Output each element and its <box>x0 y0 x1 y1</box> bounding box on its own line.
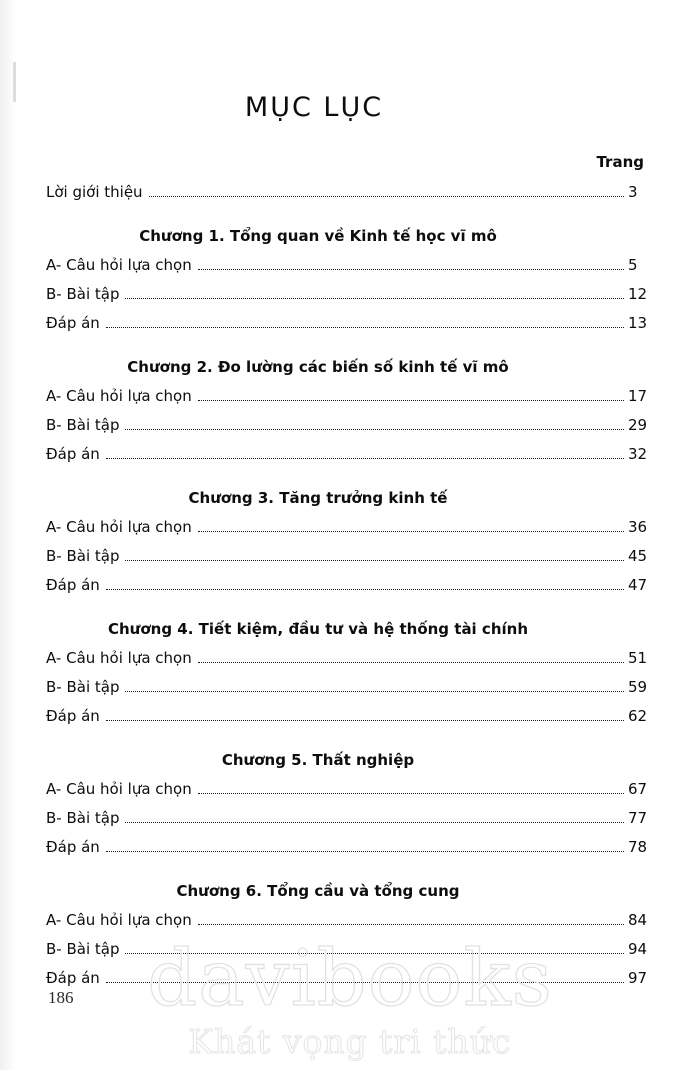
toc-entry-page: 47 <box>628 576 648 594</box>
toc-entry-page: 62 <box>628 707 648 725</box>
toc-entry-page-wrap <box>628 256 654 274</box>
toc-entry-page: 3 <box>628 183 638 201</box>
toc-entry-page: 78 <box>628 838 648 856</box>
toc-entry <box>46 416 654 434</box>
page-title: MỤC LỤC <box>244 92 384 123</box>
toc-entry-label: A- Câu hỏi lựa chọn <box>46 911 192 929</box>
leader-dots <box>106 458 624 459</box>
leader-dots <box>125 953 624 954</box>
scan-artifact-mark <box>13 62 16 102</box>
toc-entry-page-wrap <box>628 547 654 565</box>
toc-entry-label: B- Bài tập <box>46 678 120 696</box>
toc-entry-page: 77 <box>628 809 648 827</box>
scan-edge-shadow <box>0 0 16 1070</box>
toc-entry <box>46 547 654 565</box>
toc-entry-page-wrap <box>628 707 654 725</box>
watermark-brand: davibooks <box>147 934 553 1024</box>
chapter-block-4 <box>46 620 654 725</box>
toc-entry <box>46 780 654 798</box>
toc-entry-page: 5 <box>628 256 638 274</box>
page-column-header: Trang <box>596 153 644 171</box>
toc-entry-page-wrap <box>628 416 654 434</box>
toc-entry-page-wrap <box>628 183 654 201</box>
toc-entry <box>46 256 654 274</box>
chapter-heading-2: Chương 2. Đo lường các biến số kinh tế vĩ mô <box>127 358 509 376</box>
toc-entry <box>46 314 654 332</box>
toc-entry-page: 17 <box>628 387 648 405</box>
toc-entry <box>46 911 654 929</box>
chapter-heading-6: Chương 6. Tổng cầu và tổng cung <box>176 882 460 900</box>
toc-entry-label: B- Bài tập <box>46 940 120 958</box>
toc-entry-page: 12 <box>628 285 648 303</box>
toc-entry-label: A- Câu hỏi lựa chọn <box>46 518 192 536</box>
toc-entry <box>46 387 654 405</box>
toc-entry-label: Đáp án <box>46 314 100 332</box>
toc-entry-page: 97 <box>628 969 648 987</box>
table-of-contents <box>46 0 654 987</box>
toc-entry-page: 13 <box>628 314 648 332</box>
leader-dots <box>198 400 624 401</box>
chapter-heading-1: Chương 1. Tổng quan về Kinh tế học vĩ mô <box>139 227 497 245</box>
toc-entry-page-wrap <box>628 969 654 987</box>
toc-entry <box>46 518 654 536</box>
chapter-block-2 <box>46 358 654 463</box>
toc-entry-label: Đáp án <box>46 838 100 856</box>
leader-dots <box>106 327 624 328</box>
leader-dots <box>125 560 624 561</box>
leader-dots <box>125 822 624 823</box>
toc-entry-label: A- Câu hỏi lựa chọn <box>46 649 192 667</box>
toc-entry-page: 84 <box>628 911 648 929</box>
toc-entry-page-wrap <box>628 940 654 958</box>
watermark-tagline: Khát vọng tri thức <box>188 1022 512 1061</box>
toc-entry-label: Đáp án <box>46 969 100 987</box>
leader-dots <box>106 589 624 590</box>
leader-dots <box>125 298 624 299</box>
toc-entry-page: 51 <box>628 649 648 667</box>
toc-entry-page: 45 <box>628 547 648 565</box>
toc-entry-intro <box>46 183 654 201</box>
leader-dots <box>106 851 624 852</box>
toc-entry <box>46 649 654 667</box>
toc-entry-page: 59 <box>628 678 648 696</box>
toc-entry-page-wrap <box>628 678 654 696</box>
toc-entry <box>46 809 654 827</box>
toc-entry-page-wrap <box>628 314 654 332</box>
toc-entry <box>46 969 654 987</box>
toc-entry-page-wrap <box>628 838 654 856</box>
toc-entry-page: 67 <box>628 780 648 798</box>
toc-entry-label: Lời giới thiệu <box>46 183 143 201</box>
leader-dots <box>198 662 624 663</box>
toc-entry-label: Đáp án <box>46 707 100 725</box>
leader-dots <box>198 269 624 270</box>
toc-entry-page-wrap <box>628 780 654 798</box>
toc-entry-label: Đáp án <box>46 576 100 594</box>
leader-dots <box>198 531 624 532</box>
leader-dots <box>106 982 624 983</box>
leader-dots <box>149 196 624 197</box>
toc-entry-page-wrap <box>628 911 654 929</box>
toc-entry-page-wrap <box>628 649 654 667</box>
toc-entry <box>46 445 654 463</box>
chapter-block-5 <box>46 751 654 856</box>
toc-entry-page: 36 <box>628 518 648 536</box>
chapter-block-6 <box>46 882 654 987</box>
toc-entry-page-wrap <box>628 518 654 536</box>
toc-entry-page-wrap <box>628 387 654 405</box>
toc-entry-page: 32 <box>628 445 648 463</box>
chapter-heading-5: Chương 5. Thất nghiệp <box>221 751 415 769</box>
leader-dots <box>198 924 624 925</box>
toc-entry <box>46 576 654 594</box>
chapter-block-3 <box>46 489 654 594</box>
toc-entry-label: A- Câu hỏi lựa chọn <box>46 387 192 405</box>
toc-entry-page: 94 <box>628 940 648 958</box>
toc-entry <box>46 285 654 303</box>
toc-entry-label: B- Bài tập <box>46 416 120 434</box>
chapter-heading-4: Chương 4. Tiết kiệm, đầu tư và hệ thống tài chính <box>108 620 528 638</box>
leader-dots <box>198 793 624 794</box>
folio-page-number: 186 <box>48 988 74 1007</box>
leader-dots <box>106 720 624 721</box>
toc-entry-label: Đáp án <box>46 445 100 463</box>
toc-entry-page-wrap <box>628 809 654 827</box>
chapter-heading-3: Chương 3. Tăng trưởng kinh tế <box>188 489 448 507</box>
toc-entry-label: A- Câu hỏi lựa chọn <box>46 256 192 274</box>
toc-entry-page-wrap <box>628 445 654 463</box>
leader-dots <box>125 429 624 430</box>
toc-entry-label: A- Câu hỏi lựa chọn <box>46 780 192 798</box>
leader-dots <box>125 691 624 692</box>
toc-entry-page-wrap <box>628 576 654 594</box>
toc-entry-label: B- Bài tập <box>46 285 120 303</box>
toc-entry-page: 29 <box>628 416 648 434</box>
toc-entry-page-wrap <box>628 285 654 303</box>
toc-entry-label: B- Bài tập <box>46 809 120 827</box>
toc-entry <box>46 940 654 958</box>
toc-entry <box>46 707 654 725</box>
toc-entry <box>46 838 654 856</box>
toc-entry-label: B- Bài tập <box>46 547 120 565</box>
toc-entry <box>46 678 654 696</box>
chapter-block-1 <box>46 227 654 332</box>
